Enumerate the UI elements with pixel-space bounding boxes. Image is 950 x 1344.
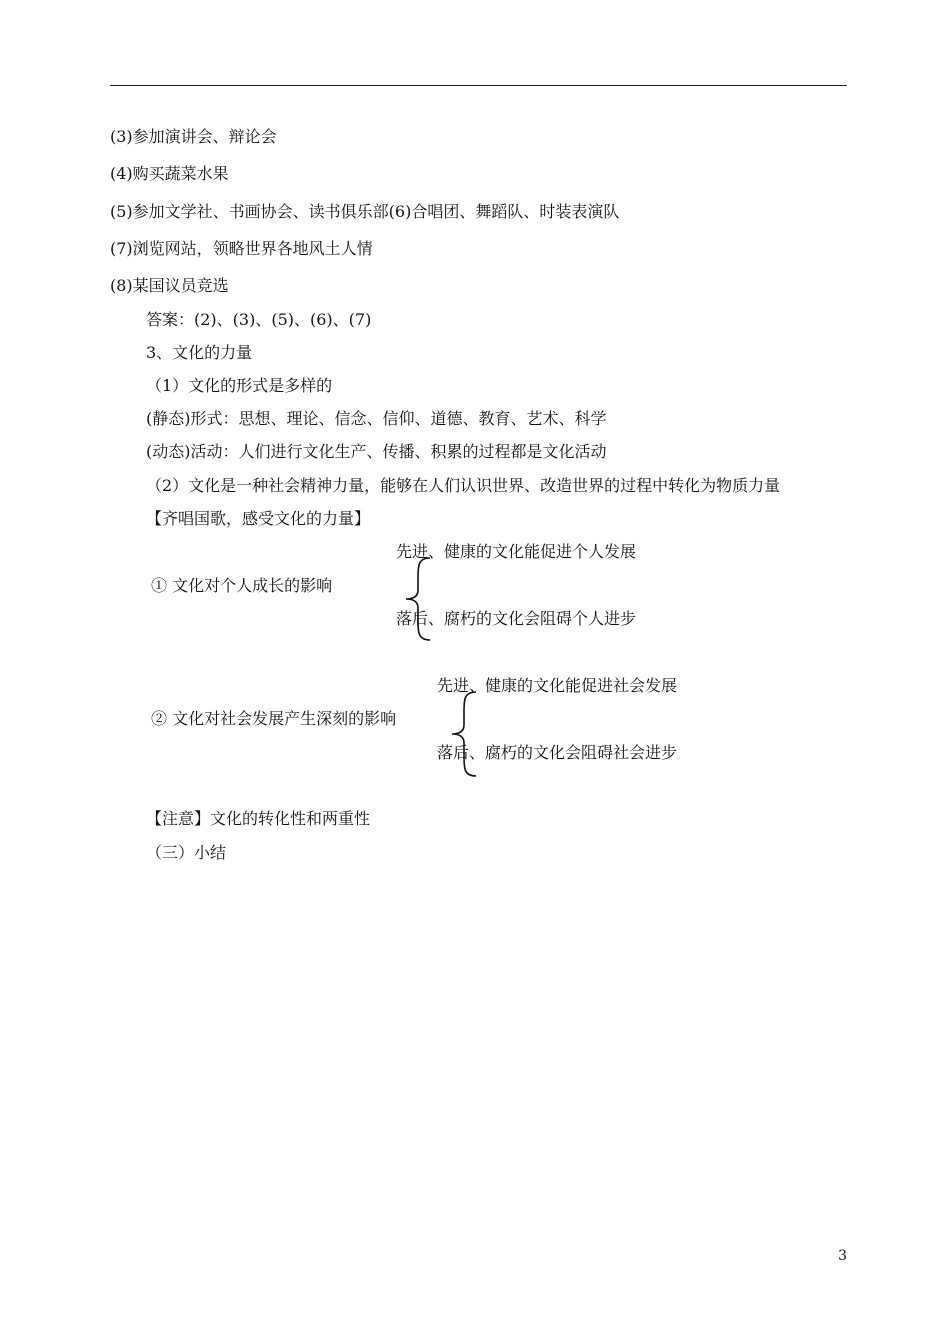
dynamic-form: (动态)活动：人们进行文化生产、传播、积累的过程都是文化活动 [146, 442, 607, 461]
point-1: （1）文化的形式是多样的 [146, 376, 333, 395]
influence-1-label: ① 文化对个人成长的影响 [151, 576, 333, 595]
answer-line: 答案：(2)、(3)、(5)、(6)、(7) [146, 310, 372, 329]
activity-heading: 【齐唱国歌，感受文化的力量】 [146, 509, 371, 528]
list-item: (7)浏览网站，领略世界各地风土人情 [110, 239, 373, 258]
influence-2-positive: 先进、健康的文化能促进社会发展 [437, 676, 678, 695]
influence-2-negative: 落后、腐朽的文化会阻碍社会进步 [437, 743, 678, 762]
list-item: (4)购买蔬菜水果 [110, 164, 229, 183]
list-item: (8)某国议员竞选 [110, 276, 229, 295]
header-rule [110, 85, 847, 86]
section-title: 3、文化的力量 [146, 343, 253, 362]
page-number: 3 [838, 1248, 847, 1264]
brace-icon [446, 690, 486, 778]
note: 【注意】文化的转化性和两重性 [146, 809, 371, 828]
influence-1-positive: 先进、健康的文化能促进个人发展 [396, 542, 637, 561]
point-2: （2）文化是一种社会精神力量，能够在人们认识世界、改造世界的过程中转化为物质力量 [146, 476, 781, 495]
influence-2-label: ② 文化对社会发展产生深刻的影响 [151, 709, 397, 728]
static-form: (静态)形式：思想、理论、信念、信仰、道德、教育、艺术、科学 [146, 409, 607, 428]
brace-icon [400, 556, 440, 642]
influence-1-negative: 落后、腐朽的文化会阻碍个人进步 [396, 609, 637, 628]
summary: （三）小结 [146, 843, 227, 862]
list-item: (5)参加文学社、书画协会、读书俱乐部(6)合唱团、舞蹈队、时装表演队 [110, 202, 620, 221]
list-item: (3)参加演讲会、辩论会 [110, 127, 277, 146]
